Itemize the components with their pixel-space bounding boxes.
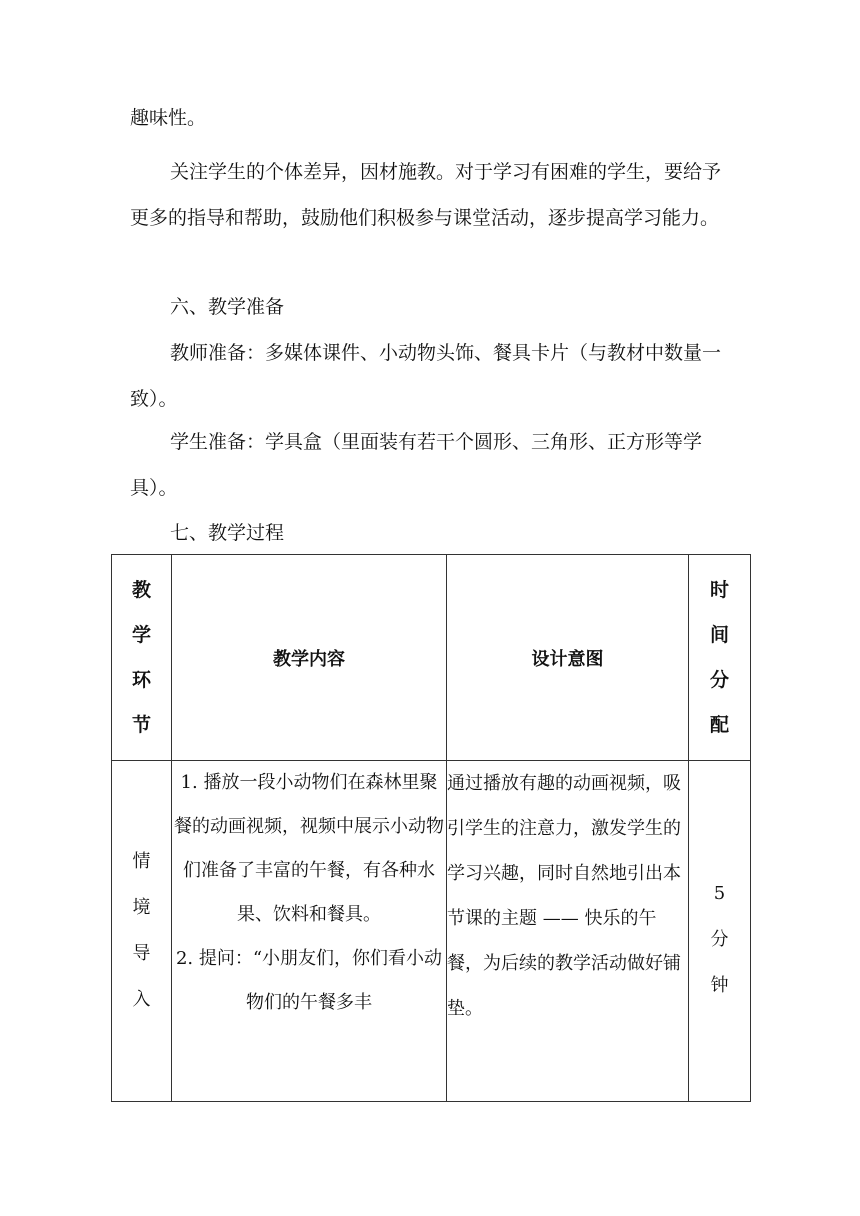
content-step-2: 2. 提问：“小朋友们，你们看小动物们的午餐多丰 bbox=[175, 948, 443, 1013]
paragraph-continuation: 趣味性。 bbox=[130, 107, 207, 129]
paragraph-individual-differences: 关注学生的个体差异，因材施教。对于学习有困难的学生，要给予更多的指导和帮助，鼓励他们积极参与课堂活动，逐步提高学习能力。 bbox=[130, 161, 722, 229]
row-stage: 情 境 导 入 bbox=[112, 761, 172, 1102]
paragraph-teacher-preparation: 教师准备：多媒体课件、小动物头饰、餐具卡片（与教材中数量一致）。 bbox=[130, 342, 722, 410]
row-intent: 通过播放有趣的动画视频，吸引学生的注意力，激发学生的学习兴趣，同时自然地引出本节课的主题 —— 快乐的午餐，为后续的教学活动做好铺垫。 bbox=[447, 761, 689, 1102]
header-content: 教学内容 bbox=[172, 555, 447, 761]
section-heading-preparation: 六、教学准备 bbox=[170, 296, 285, 318]
header-time: 时 间 分 配 bbox=[689, 555, 751, 761]
section-heading-process: 七、教学过程 bbox=[170, 522, 285, 544]
row-time: 5 分 钟 bbox=[689, 761, 751, 1102]
content-step-1: 1. 播放一段小动物们在森林里聚餐的动画视频，视频中展示小动物们准备了丰富的午餐，有各种水果、饮料和餐具。 bbox=[174, 772, 444, 925]
table-row bbox=[112, 761, 751, 1102]
teaching-process-table bbox=[111, 554, 751, 1102]
header-intent: 设计意图 bbox=[447, 555, 689, 761]
header-stage: 教 学 环 节 bbox=[112, 555, 172, 761]
paragraph-student-preparation: 学生准备：学具盒（里面装有若干个圆形、三角形、正方形等学具）。 bbox=[130, 431, 703, 499]
table-header-row bbox=[112, 555, 751, 761]
row-content bbox=[172, 761, 447, 1102]
